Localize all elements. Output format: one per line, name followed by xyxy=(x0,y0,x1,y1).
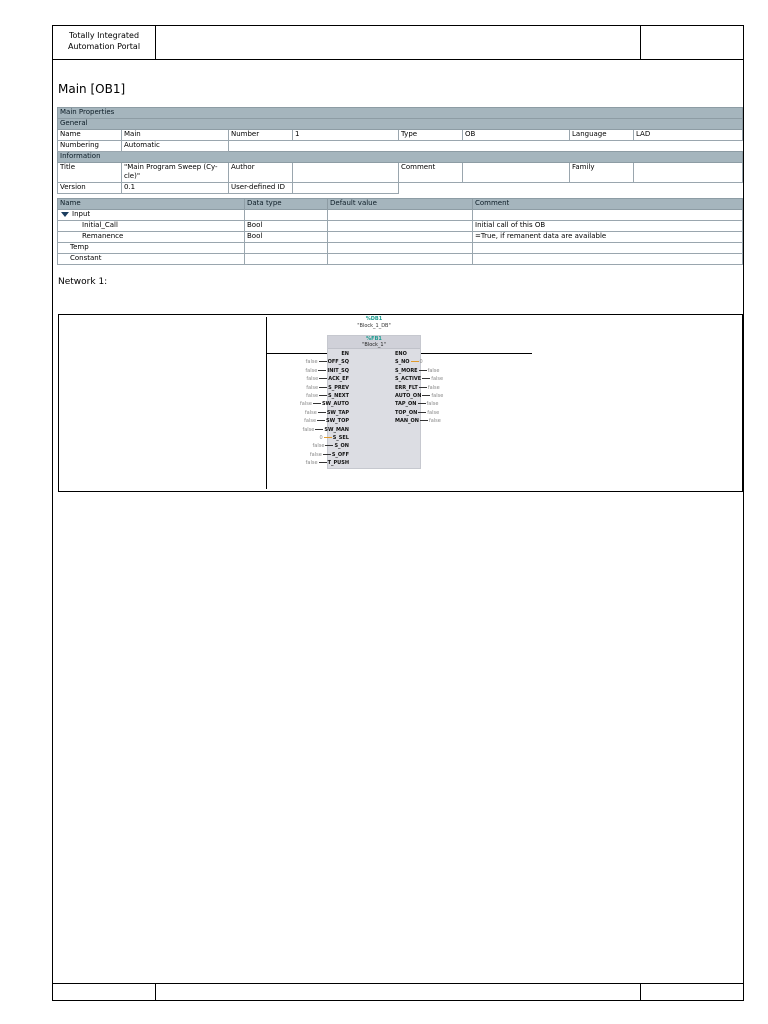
language-label: Language xyxy=(570,130,634,141)
input-pin-ack_ef[interactable] xyxy=(306,376,349,382)
pin-value: false xyxy=(306,384,319,391)
header-title-cell xyxy=(156,26,641,59)
db-address: %DB1 xyxy=(365,316,383,322)
input-pin-off_sq[interactable] xyxy=(306,359,349,365)
pin-name: ENO xyxy=(395,351,407,357)
col-header-name: Name xyxy=(58,199,245,210)
collapse-triangle-icon[interactable] xyxy=(61,212,69,217)
document-page xyxy=(52,25,744,1001)
pin-value: false xyxy=(431,393,444,399)
row-default xyxy=(328,243,473,254)
pin-name: EN xyxy=(341,351,349,357)
row-default xyxy=(328,232,473,243)
pin-name: T_PUSH xyxy=(327,460,349,467)
input-pin-sw_top[interactable] xyxy=(304,418,349,424)
pin-value: false xyxy=(305,359,318,366)
pin-value: false xyxy=(427,367,440,374)
col-header-default: Default value xyxy=(328,199,473,210)
output-pin-err_flt[interactable] xyxy=(395,385,440,391)
table-row xyxy=(58,254,743,265)
row-comment xyxy=(473,243,743,254)
output-pin-tap_on[interactable] xyxy=(395,401,438,407)
power-rail xyxy=(266,317,267,489)
pin-name: S_ON xyxy=(334,443,349,450)
row-default xyxy=(328,210,473,221)
header-logo-cell xyxy=(53,26,156,59)
pin-value: false xyxy=(427,409,440,416)
pin-name: SW_MAN xyxy=(324,426,349,433)
pin-name: OFF_SQ xyxy=(327,359,349,366)
version-value: 0.1 xyxy=(122,183,229,194)
pin-value: 0 xyxy=(419,359,423,366)
input-pin-init_sq[interactable] xyxy=(305,368,349,374)
family-value xyxy=(634,163,743,183)
col-header-comment: Comment xyxy=(473,199,743,210)
input-pin-sw_auto[interactable] xyxy=(300,401,349,407)
row-name: Input xyxy=(58,210,245,221)
pin-value: false xyxy=(304,418,317,425)
input-pin-s_next[interactable] xyxy=(306,393,349,399)
footer-cell-2 xyxy=(156,984,641,1000)
pin-value: 0 xyxy=(319,435,323,441)
pin-value: false xyxy=(312,443,325,450)
family-label: Family xyxy=(570,163,634,183)
output-pin-man_on[interactable] xyxy=(395,418,441,424)
pin-value: false xyxy=(431,376,444,383)
row-name: Temp xyxy=(58,243,245,254)
pin-name: TAP_ON xyxy=(395,401,417,408)
row-comment xyxy=(473,210,743,221)
pin-name: S_PREV xyxy=(328,384,349,391)
input-pin-sw_man[interactable] xyxy=(302,427,349,433)
author-label: Author xyxy=(229,163,293,183)
properties-table xyxy=(57,107,743,194)
table-row xyxy=(58,210,743,221)
pin-name: S_OFF xyxy=(331,451,349,458)
type-label: Type xyxy=(399,130,463,141)
output-pin-auto_on[interactable] xyxy=(395,393,443,399)
output-pin-top_on[interactable] xyxy=(395,410,439,416)
block-header xyxy=(328,336,420,349)
row-name: Remanence xyxy=(58,232,245,243)
section-general: General xyxy=(58,119,743,130)
output-pin-s_active[interactable] xyxy=(395,376,443,382)
row-type: Bool xyxy=(245,221,328,232)
numbering-value: Automatic xyxy=(122,141,229,152)
comment-label: Comment xyxy=(399,163,463,183)
pin-name: S_NEXT xyxy=(328,393,349,399)
pin-value: false xyxy=(428,418,441,425)
row-name: Constant xyxy=(58,254,245,265)
table-row xyxy=(58,243,743,254)
pin-name: S_MORE xyxy=(395,367,418,374)
pin-name: SW_AUTO xyxy=(321,401,349,408)
pin-name: ERR_FLT xyxy=(395,384,418,391)
page-header xyxy=(53,26,743,60)
title-value xyxy=(122,163,229,183)
row-default xyxy=(328,221,473,232)
pin-value: false xyxy=(306,393,319,399)
db-name: "Block_1_DB" xyxy=(357,323,391,329)
row-type: Bool xyxy=(245,232,328,243)
input-pin-t_push[interactable] xyxy=(306,460,349,466)
logo-line-1: Totally Integrated xyxy=(68,31,140,40)
ladder-network xyxy=(58,314,743,492)
input-pin-s_prev[interactable] xyxy=(306,385,349,391)
title-value-line-2: cle)" xyxy=(124,172,141,180)
page-title: Main [OB1] xyxy=(58,82,126,96)
userid-value xyxy=(293,183,399,194)
row-type xyxy=(245,243,328,254)
row-name: Initial_Call xyxy=(58,221,245,232)
logo-line-2: Automation Portal xyxy=(67,42,141,51)
row-comment: Initial call of this OB xyxy=(473,221,743,232)
pin-value: false xyxy=(306,376,319,383)
footer-cell-1 xyxy=(53,984,156,1000)
pin-name: TOP_ON xyxy=(395,409,418,416)
pin-value: false xyxy=(302,426,315,433)
name-value: Main xyxy=(122,130,229,141)
language-value: LAD xyxy=(634,130,743,141)
comment-value xyxy=(463,163,570,183)
author-value xyxy=(293,163,399,183)
output-pin-eno[interactable] xyxy=(395,351,417,357)
row-comment: =True, if remanent data are available xyxy=(473,232,743,243)
input-pin-en[interactable] xyxy=(331,351,349,357)
pin-value: false xyxy=(305,367,318,374)
interface-table xyxy=(57,198,743,265)
table-row xyxy=(58,221,743,232)
input-pin-s_sel[interactable] xyxy=(320,435,350,441)
number-label: Number xyxy=(229,130,293,141)
pin-value: false xyxy=(426,401,439,408)
table-row xyxy=(58,232,743,243)
section-information: Information xyxy=(58,152,743,163)
fb-name: "Block_1" xyxy=(362,342,386,348)
pin-name: S_ACTIVE xyxy=(395,376,422,383)
input-pin-sw_tap[interactable] xyxy=(305,410,349,416)
input-pin-s_on[interactable] xyxy=(313,443,349,449)
network-label: Network 1: xyxy=(58,277,108,287)
pin-value: false xyxy=(305,460,318,467)
row-type xyxy=(245,254,328,265)
pin-name: INIT_SQ xyxy=(327,367,349,374)
numbering-label: Numbering xyxy=(58,141,122,152)
input-pin-s_off[interactable] xyxy=(310,452,349,458)
page-footer xyxy=(53,983,743,1000)
pin-name: SW_TOP xyxy=(326,418,349,425)
output-pin-s_no[interactable] xyxy=(395,359,423,365)
row-default xyxy=(328,254,473,265)
version-label: Version xyxy=(58,183,122,194)
row-comment xyxy=(473,254,743,265)
pin-name: AUTO_ON xyxy=(395,393,422,399)
userid-label: User-defined ID xyxy=(229,183,293,194)
pin-name: MAN_ON xyxy=(395,418,419,425)
fb-address: %FB1 xyxy=(366,336,382,342)
title-label: Title xyxy=(58,163,122,183)
pin-name: ACK_EF xyxy=(328,376,349,383)
number-value: 1 xyxy=(293,130,399,141)
pin-value: false xyxy=(300,401,312,408)
pin-value: false xyxy=(427,384,440,391)
type-value: OB xyxy=(463,130,570,141)
pin-name: S_NO xyxy=(395,359,410,366)
pin-name: S_SEL xyxy=(332,435,349,441)
pin-name: SW_TAP xyxy=(326,409,349,416)
name-label: Name xyxy=(58,130,122,141)
pin-value: false xyxy=(304,409,317,416)
row-type xyxy=(245,210,328,221)
col-header-datatype: Data type xyxy=(245,199,328,210)
output-pin-s_more[interactable] xyxy=(395,368,440,374)
title-value-line-1: "Main Program Sweep (Cy- xyxy=(124,163,218,171)
section-main-properties: Main Properties xyxy=(58,108,743,119)
pin-value: false xyxy=(309,451,322,458)
